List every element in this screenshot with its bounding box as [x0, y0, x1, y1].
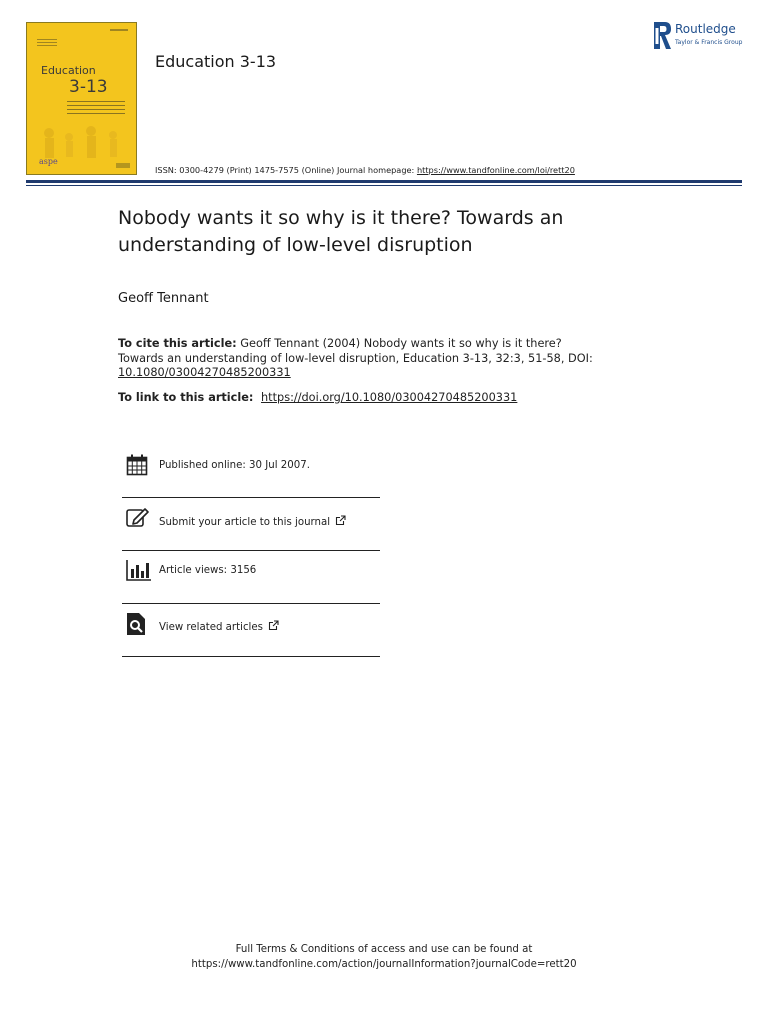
search-document-icon: [126, 612, 146, 636]
external-link-icon: [268, 620, 279, 631]
link-label: To link to this article:: [118, 391, 254, 404]
journal-title: Education 3-13: [155, 52, 277, 71]
header-rule-thin: [26, 185, 742, 186]
related-articles-link[interactable]: [159, 620, 279, 633]
terms-footer: [0, 942, 768, 972]
info-divider: [122, 656, 380, 657]
submit-article-item[interactable]: [122, 505, 380, 535]
published-item: [122, 452, 380, 480]
cover-publisher-mark: aspe: [39, 157, 58, 166]
cover-subtitle-lines: [67, 101, 125, 117]
submit-article-link[interactable]: [159, 515, 346, 528]
article-views-item: [122, 558, 380, 586]
publisher-name: Routledge: [675, 22, 736, 36]
terms-text: Full Terms & Conditions of access and use can be found at: [235, 944, 533, 955]
article-title: Nobody wants it so why is it there? Towards an understanding of low-level disruption: [118, 207, 564, 256]
journal-cover-image: [26, 22, 137, 175]
info-divider: [122, 550, 380, 551]
cover-journal-word: Education: [41, 64, 96, 77]
journal-homepage-link[interactable]: https://www.tandfonline.com/loi/rett20: [416, 165, 575, 175]
article-author: Geoff Tennant: [118, 291, 209, 306]
related-articles-item[interactable]: [122, 612, 380, 642]
article-views: Article views: 3156: [159, 565, 257, 576]
cite-text: Geoff Tennant (2004) Nobody wants it so why is it there? Towards an understanding of low-level disruption, Education 3-13, 32:3, 51-58, DOI:: [118, 337, 593, 365]
edit-icon: [126, 507, 150, 529]
related-articles-label: View related articles: [159, 622, 263, 633]
info-divider: [122, 497, 380, 498]
terms-url[interactable]: https://www.tandfonline.com/action/journalInformation?journalCode=rett20: [191, 959, 577, 970]
bar-chart-icon: [126, 559, 152, 581]
routledge-r-icon: [654, 22, 671, 49]
article-link-line: [118, 391, 517, 404]
article-doi-link[interactable]: https://doi.org/10.1080/03004270485200331: [261, 391, 518, 404]
cover-journal-number: 3-13: [69, 77, 108, 97]
issn-text: ISSN: 0300-4279 (Print) 1475-7575 (Online) Journal homepage:: [155, 165, 415, 175]
info-divider: [122, 603, 380, 604]
header-rule: [26, 180, 742, 183]
published-date: Published online: 30 Jul 2007.: [159, 460, 310, 471]
cite-doi-link[interactable]: 10.1080/03004270485200331: [118, 366, 291, 380]
citation-block: [118, 337, 608, 381]
cover-marking: [110, 29, 128, 31]
routledge-logo[interactable]: [654, 21, 746, 51]
submit-article-label: Submit your article to this journal: [159, 517, 331, 528]
calendar-icon: [126, 454, 148, 476]
cover-publisher-logo: [116, 163, 130, 168]
issn-line: [155, 165, 575, 175]
cite-label: To cite this article:: [118, 337, 237, 350]
publisher-tagline: Taylor & Francis Group: [675, 39, 743, 46]
cover-volume-lines: [37, 39, 57, 53]
external-link-icon: [335, 515, 346, 526]
